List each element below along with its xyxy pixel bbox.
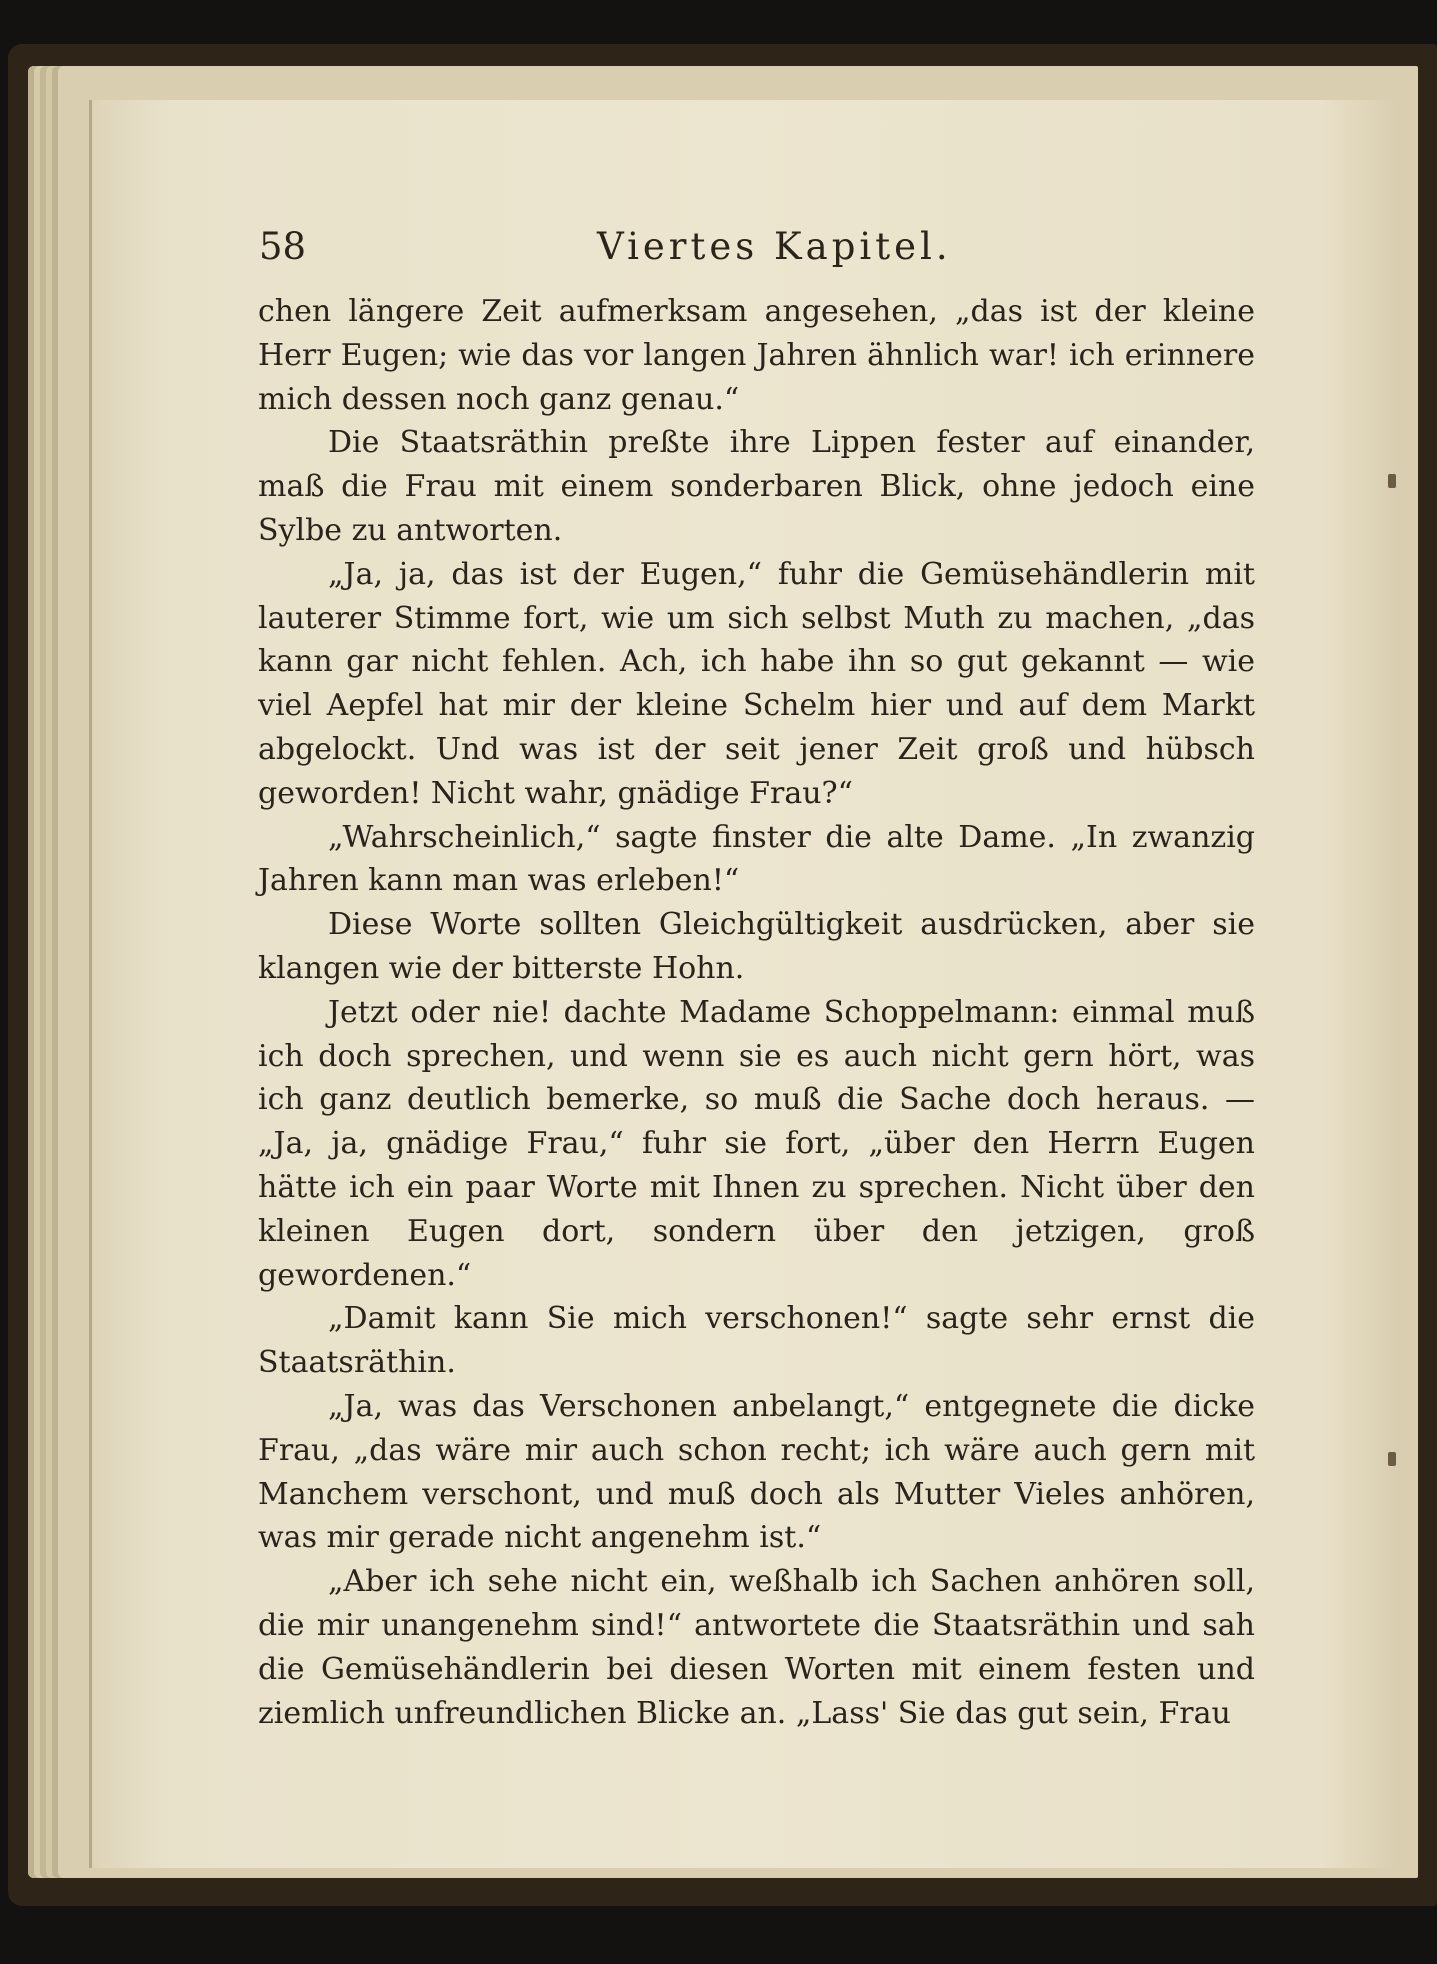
edge-tab-mark [1388,1452,1396,1466]
paragraph: „Damit kann Sie mich verschonen!“ sagte sehr ernst die Staatsräthin. [258,1301,1255,1381]
page-number: 58 [259,225,307,268]
paragraph: „Wahrscheinlich,“ sagte finster die alte Dame. „In zwanzig Jahren kann man was erleben!“ [258,819,1255,899]
paragraph: Die Staatsräthin preßte ihre Lippen fester auf einander, maß die Frau mit einem sonderbaren Blick, ohne jedoch eine Sylbe zu antworten. [258,425,1255,548]
paragraph: chen längere Zeit aufmerksam angesehen, „das ist der kleine Herr Eugen; wie das vor langen Jahren ähnlich war! ich erinnere mich dessen noch ganz genau.“ [258,294,1255,417]
body-text [258,290,1255,1735]
paragraph: „Ja, was das Verschonen anbelangt,“ entgegnete die dicke Frau, „das wäre mir auch schon recht; ich wäre auch gern mit Manchem verschont, und muß doch als Mutter Vieles anhören, was mir gerade nicht angenehm ist.“ [258,1388,1255,1556]
paragraph: „Ja, ja, das ist der Eugen,“ fuhr die Gemüsehändlerin mit lauterer Stimme fort, wie um sich selbst Muth zu machen, „das kann gar nicht fehlen. Ach, ich habe ihn so gut gekannt — wie viel Aepfel hat mir der kleine Schelm hier und auf dem Markt abgelockt. Und was ist der seit jener Zeit groß und hübsch geworden! Nicht wahr, gnädige Frau?“ [258,556,1255,811]
edge-tab-mark [1388,474,1396,488]
running-title: Viertes Kapitel. [597,225,952,268]
page-header [167,115,1267,268]
paragraph: Diese Worte sollten Gleichgültigkeit ausdrücken, aber sie klangen wie der bitterste Hohn. [258,907,1255,986]
paragraph: „Aber ich sehe nicht ein, weßhalb ich Sachen anhören soll, die mir unangenehm sind!“ antwortete die Staatsräthin und sah die Gemüsehändlerin bei diesen Worten mit einem festen und ziemlich unfreundlichen Blicke an. „Lass' Sie das gut sein, Frau [258,1564,1255,1731]
paragraph: Jetzt oder nie! dachte Madame Schoppelmann: einmal muß ich doch sprechen, und wenn sie es auch nicht gern hört, was ich ganz deutlich bemerke, so muß die Sache doch heraus. — „Ja, ja, gnädige Frau,“ fuhr sie fort, „über den Herrn Eugen hätte ich ein paar Worte mit Ihnen zu sprechen. Nicht über den kleinen Eugen dort, sondern über den jetzigen, groß gewordenen.“ [258,994,1255,1293]
